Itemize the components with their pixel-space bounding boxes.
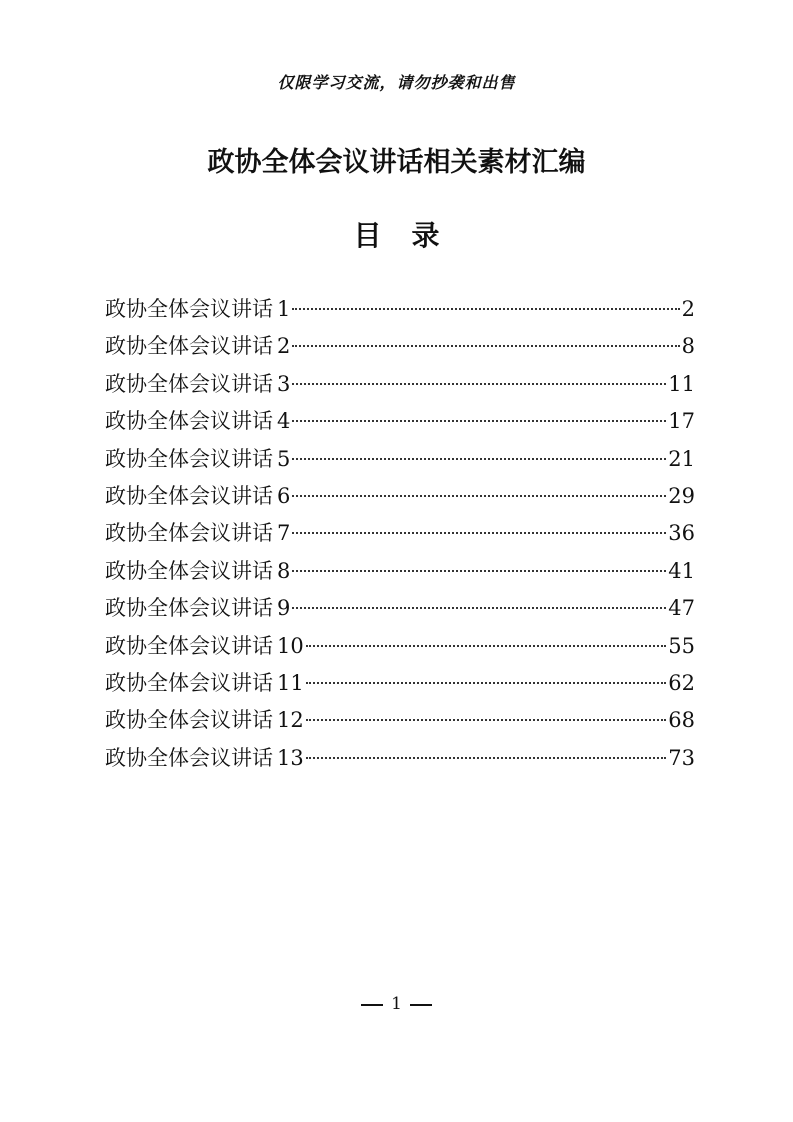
toc-entry-page: 2 — [681, 297, 695, 321]
toc-entry-number: 4 — [277, 409, 291, 434]
toc-entry-page: 47 — [668, 596, 695, 621]
toc-entry-label: 政协全体会议讲话 — [105, 483, 273, 508]
toc-entry-page: 21 — [668, 446, 695, 471]
toc-entry-number: 3 — [277, 371, 291, 396]
document-title: 政协全体会议讲话相关素材汇编 — [207, 147, 586, 178]
toc-dot-leader — [292, 495, 666, 497]
toc-dot-leader — [306, 645, 667, 647]
toc-entry-number: 8 — [277, 558, 291, 583]
toc-entry-label: 政协全体会议讲话 — [105, 596, 273, 621]
toc-entry[interactable] — [105, 330, 695, 367]
toc-entry-page: 29 — [668, 483, 695, 508]
toc-dot-leader — [292, 383, 666, 385]
toc-entry-label: 政协全体会议讲话 — [105, 670, 273, 695]
toc-entry-label: 政协全体会议讲话 — [105, 297, 273, 321]
toc-entry[interactable] — [105, 630, 695, 667]
toc-dot-leader — [292, 420, 666, 422]
toc-entry[interactable] — [105, 443, 695, 480]
toc-dot-leader — [306, 719, 667, 721]
toc-entry[interactable] — [105, 517, 695, 554]
toc-entry-page: 17 — [668, 409, 695, 434]
toc-entry-page: 8 — [681, 334, 695, 359]
toc-entry-page: 36 — [668, 521, 695, 546]
toc-dot-leader — [292, 532, 666, 534]
toc-heading — [0, 214, 793, 254]
toc-entry[interactable] — [105, 704, 695, 741]
table-of-contents — [105, 293, 695, 779]
toc-entry-page: 62 — [668, 670, 695, 695]
toc-entry-number: 11 — [277, 670, 304, 695]
toc-entry-number: 2 — [277, 334, 291, 359]
toc-heading-char-1: 目 — [353, 219, 382, 252]
page-number: 1 — [391, 994, 402, 1014]
toc-entry[interactable] — [105, 480, 695, 517]
toc-entry-number: 12 — [277, 708, 304, 733]
footer-dash-left — [361, 1004, 383, 1006]
toc-entry-number: 10 — [277, 633, 304, 658]
toc-entry[interactable] — [105, 293, 695, 330]
toc-entry-number: 13 — [277, 745, 304, 770]
toc-entry-page: 73 — [668, 745, 695, 770]
toc-entry-number: 5 — [277, 446, 291, 471]
toc-entry[interactable] — [105, 592, 695, 629]
toc-dot-leader — [292, 345, 679, 347]
footer-dash-right — [410, 1004, 432, 1006]
copyright-notice: 仅限学习交流，请勿抄袭和出售 — [277, 73, 516, 92]
toc-entry-page: 55 — [668, 633, 695, 658]
toc-dot-leader — [292, 308, 679, 310]
toc-dot-leader — [292, 607, 666, 609]
toc-entry[interactable] — [105, 405, 695, 442]
toc-entry-label: 政协全体会议讲话 — [105, 409, 273, 434]
toc-heading-char-2: 录 — [411, 219, 440, 252]
toc-entry-label: 政协全体会议讲话 — [105, 633, 273, 658]
page-footer — [0, 994, 793, 1014]
toc-entry-number: 7 — [277, 521, 291, 546]
toc-dot-leader — [292, 570, 666, 572]
toc-entry-label: 政协全体会议讲话 — [105, 558, 273, 583]
toc-entry[interactable] — [105, 742, 695, 779]
toc-entry-label: 政协全体会议讲话 — [105, 708, 273, 733]
toc-entry-label: 政协全体会议讲话 — [105, 334, 273, 359]
toc-entry[interactable] — [105, 368, 695, 405]
toc-entry[interactable] — [105, 667, 695, 704]
toc-entry-number: 9 — [277, 596, 291, 621]
toc-entry-number: 1 — [277, 297, 291, 321]
toc-entry-label: 政协全体会议讲话 — [105, 371, 273, 396]
toc-dot-leader — [306, 682, 667, 684]
toc-dot-leader — [292, 458, 666, 460]
toc-entry-page: 41 — [668, 558, 695, 583]
toc-entry-page: 68 — [668, 708, 695, 733]
toc-entry-number: 6 — [277, 483, 291, 508]
toc-entry-label: 政协全体会议讲话 — [105, 521, 273, 546]
toc-entry[interactable] — [105, 555, 695, 592]
toc-dot-leader — [306, 757, 667, 759]
toc-entry-label: 政协全体会议讲话 — [105, 446, 273, 471]
toc-entry-label: 政协全体会议讲话 — [105, 745, 273, 770]
toc-entry-page: 11 — [668, 371, 695, 396]
